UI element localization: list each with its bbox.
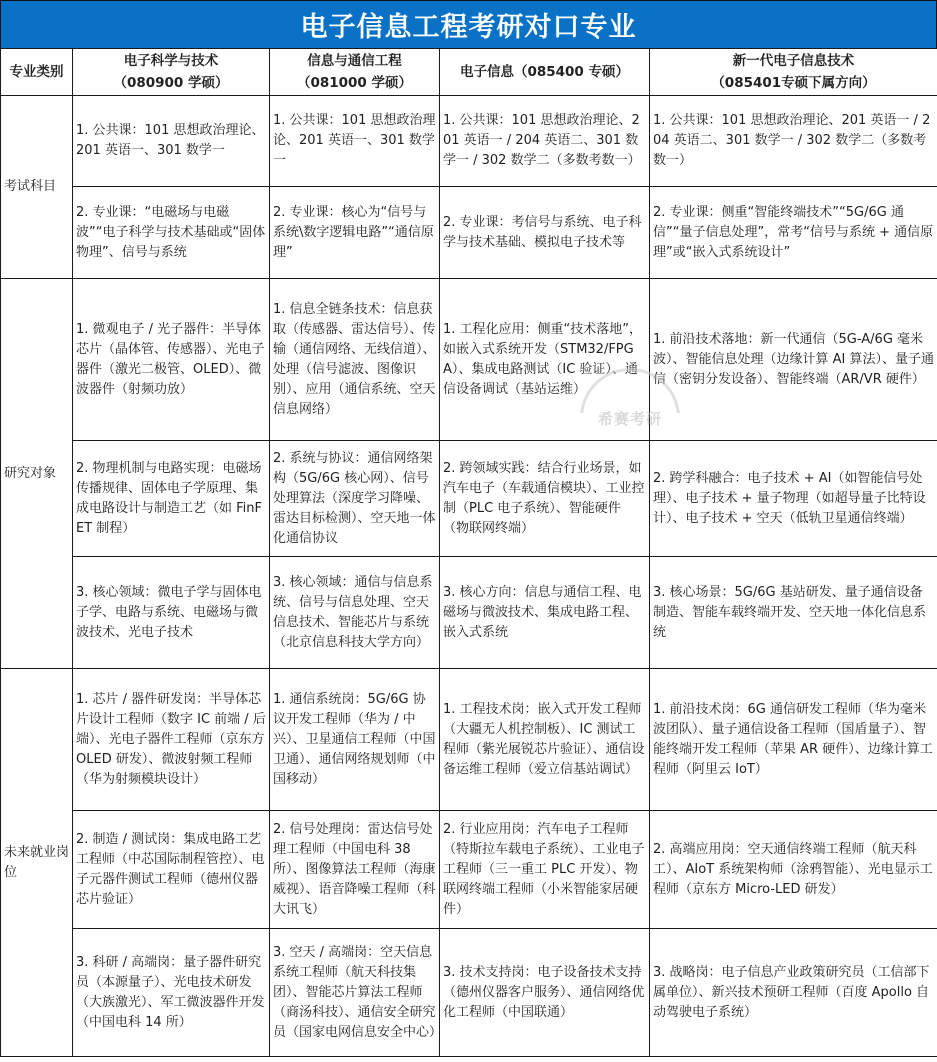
table-cell: 2. 专业课：考信号与系统、电子科学与技术基础、模拟电子技术等: [440, 187, 650, 279]
table-cell: 3. 空天 / 高端岗：空天信息系统工程师（航天科技集团）、智能芯片算法工程师（商汤科技）、通信安全研究员（国家电网信息安全中心）: [270, 929, 440, 1057]
table-cell: 3. 核心场景：5G/6G 基站研发、量子通信设备制造、智能车载终端开发、空天地一体化信息系统: [650, 557, 937, 669]
table-cell: 2. 高端应用岗：空天通信终端工程师（航天科工）、AIoT 系统架构师（涂鸦智能）、光电显示工程师（京东方 Micro-LED 研发）: [650, 811, 937, 929]
table-cell: 1. 信息全链条技术：信息获取（传感器、雷达信号）、传输（通信网络、无线信道）、处理（信号滤波、图像识别）、应用（通信系统、空天信息网络）: [270, 279, 440, 441]
table-cell: 2. 系统与协议：通信网络架构（5G/6G 核心网）、信号处理算法（深度学习降噪、雷达目标检测）、空天地一体化通信协议: [270, 441, 440, 557]
table-cell: 1. 公共课：101 思想政治理论、201 英语一、301 数学一: [270, 96, 440, 187]
table-cell: 3. 技术支持岗：电子设备技术支持（德州仪器客户服务）、通信网络优化工程师（中国联通）: [440, 929, 650, 1057]
watermark-text: 希赛考研: [597, 410, 662, 428]
header-col-2: [270, 49, 440, 96]
table-cell: 2. 跨领域实践：结合行业场景，如汽车电子（车载通信模块）、工业控制（PLC 电子系统）、智能硬件（物联网终端）: [440, 441, 650, 557]
header-col-4-name: 新一代电子信息技术: [732, 53, 855, 69]
header-col-1: [73, 49, 270, 96]
table-cell: 2. 跨学科融合：电子技术 + AI（如智能信号处理）、电子技术 + 量子物理（如超导量子比特设计）、电子技术 + 空天（低轨卫星通信终端）: [650, 441, 937, 557]
table-cell: 2. 专业课：“电磁场与电磁波”“电子科学与技术基础或“固体物理”、信号与系统: [73, 187, 270, 279]
table-cell: 1. 前沿技术落地：新一代通信（5G-A/6G 毫米波）、智能信息处理（边缘计算 AI 算法）、量子通信（密钥分发设备）、智能终端（AR/VR 硬件）: [650, 279, 937, 441]
majors-table: [0, 48, 937, 1057]
table-row: [1, 96, 937, 187]
header-col-3: [440, 49, 650, 96]
category-future-jobs: 未来就业岗位: [1, 669, 73, 1057]
header-col-1-code: （080900 学硕）: [113, 75, 229, 91]
header-col-1-name: 电子科学与技术: [123, 53, 219, 69]
page-title: 电子信息工程考研对口专业: [0, 0, 937, 48]
table-cell: 1. 公共课：101 思想政治理论、201 英语一 / 204 英语二、301 数学一 / 302 数学二（多数考数一）: [440, 96, 650, 187]
table-row: [1, 669, 937, 811]
table-row: [1, 441, 937, 557]
table-row: [1, 279, 937, 441]
table-cell: 2. 制造 / 测试岗：集成电路工艺工程师（中芯国际制程管控）、电子元器件测试工程师（德州仪器芯片验证）: [73, 811, 270, 929]
table-cell: 1. 工程化应用：侧重“技术落地”，如嵌入式系统开发（STM32/FPGA）、集成电路测试（IC 验证）、通信设备调试（基站运维）: [440, 279, 650, 441]
table-row: [1, 187, 937, 279]
table-row: [1, 811, 937, 929]
table-cell: 3. 核心方向：信息与通信工程、电磁场与微波技术、集成电路工程、嵌入式系统: [440, 557, 650, 669]
header-category: 专业类别: [1, 49, 73, 96]
table-cell: 3. 核心领域：微电子学与固体电子学、电路与系统、电磁场与微波技术、光电子技术: [73, 557, 270, 669]
table-cell: 1. 公共课：101 思想政治理论、201 英语一 / 204 英语二、301 数学一 / 302 数学二（多数考数一）: [650, 96, 937, 187]
header-col-3-name: 电子信息（085400 专硕）: [459, 64, 630, 80]
category-research-objects: 研究对象: [1, 279, 73, 669]
header-col-2-code: （081000 学硕）: [296, 75, 413, 91]
table-cell: 1. 通信系统岗：5G/6G 协议开发工程师（华为 / 中兴）、卫星通信工程师（中国卫通）、通信网络规划师（中国移动）: [270, 669, 440, 811]
table-cell: 1. 工程技术岗：嵌入式开发工程师（大疆无人机控制板）、IC 测试工程师（紫光展锐芯片验证）、通信设备运维工程师（爱立信基站调试）: [440, 669, 650, 811]
table-row: [1, 557, 937, 669]
table-cell: 2. 物理机制与电路实现：电磁场传播规律、固体电子学原理、集成电路设计与制造工艺（如 FinFET 制程）: [73, 441, 270, 557]
table-cell: 3. 科研 / 高端岗：量子器件研究员（本源量子）、光电技术研发（大族激光）、军工微波器件开发（中国电科 14 所）: [73, 929, 270, 1057]
table-cell: 2. 专业课：侧重“智能终端技术”“5G/6G 通信”“量子信息处理”，常考“信号与系统 + 通信原理”或“嵌入式系统设计”: [650, 187, 937, 279]
table-cell: 1. 芯片 / 器件研发岗：半导体芯片设计工程师（数字 IC 前端 / 后端）、光电子器件工程师（京东方 OLED 研发）、微波射频工程师（华为射频模块设计）: [73, 669, 270, 811]
header-col-2-name: 信息与通信工程: [307, 53, 402, 69]
category-exam-subjects: 考试科目: [1, 96, 73, 279]
header-row: [1, 49, 937, 96]
header-col-4-code: （085401专硕下属方向）: [711, 75, 876, 91]
table-cell: 3. 核心领域：通信与信息系统、信号与信息处理、空天信息技术、智能芯片与系统（北京信息科技大学方向）: [270, 557, 440, 669]
table-cell: 1. 前沿技术岗：6G 通信研发工程师（华为毫米波团队）、量子通信设备工程师（国盾量子）、智能终端开发工程师（苹果 AR 硬件）、边缘计算工程师（阿里云 IoT）: [650, 669, 937, 811]
table-cell: 2. 信号处理岗：雷达信号处理工程师（中国电科 38 所）、图像算法工程师（海康威视）、语音降噪工程师（科大讯飞）: [270, 811, 440, 929]
header-col-4: [650, 49, 937, 96]
table-row: [1, 929, 937, 1057]
table-cell: 2. 专业课：核心为“信号与系统\数字逻辑电路”“通信原理”: [270, 187, 440, 279]
table-cell: 1. 公共课：101 思想政治理论、201 英语一、301 数学一: [73, 96, 270, 187]
table-cell: 2. 行业应用岗：汽车电子工程师（特斯拉车载电子系统）、工业电子工程师（三一重工 PLC 开发）、物联网终端工程师（小米智能家居硬件）: [440, 811, 650, 929]
table-cell: 1. 微观电子 / 光子器件：半导体芯片（晶体管、传感器）、光电子器件（激光二极管、OLED）、微波器件（射频功放）: [73, 279, 270, 441]
table-cell: 3. 战略岗：电子信息产业政策研究员（工信部下属单位）、新兴技术预研工程师（百度 Apollo 自动驾驶电子系统）: [650, 929, 937, 1057]
